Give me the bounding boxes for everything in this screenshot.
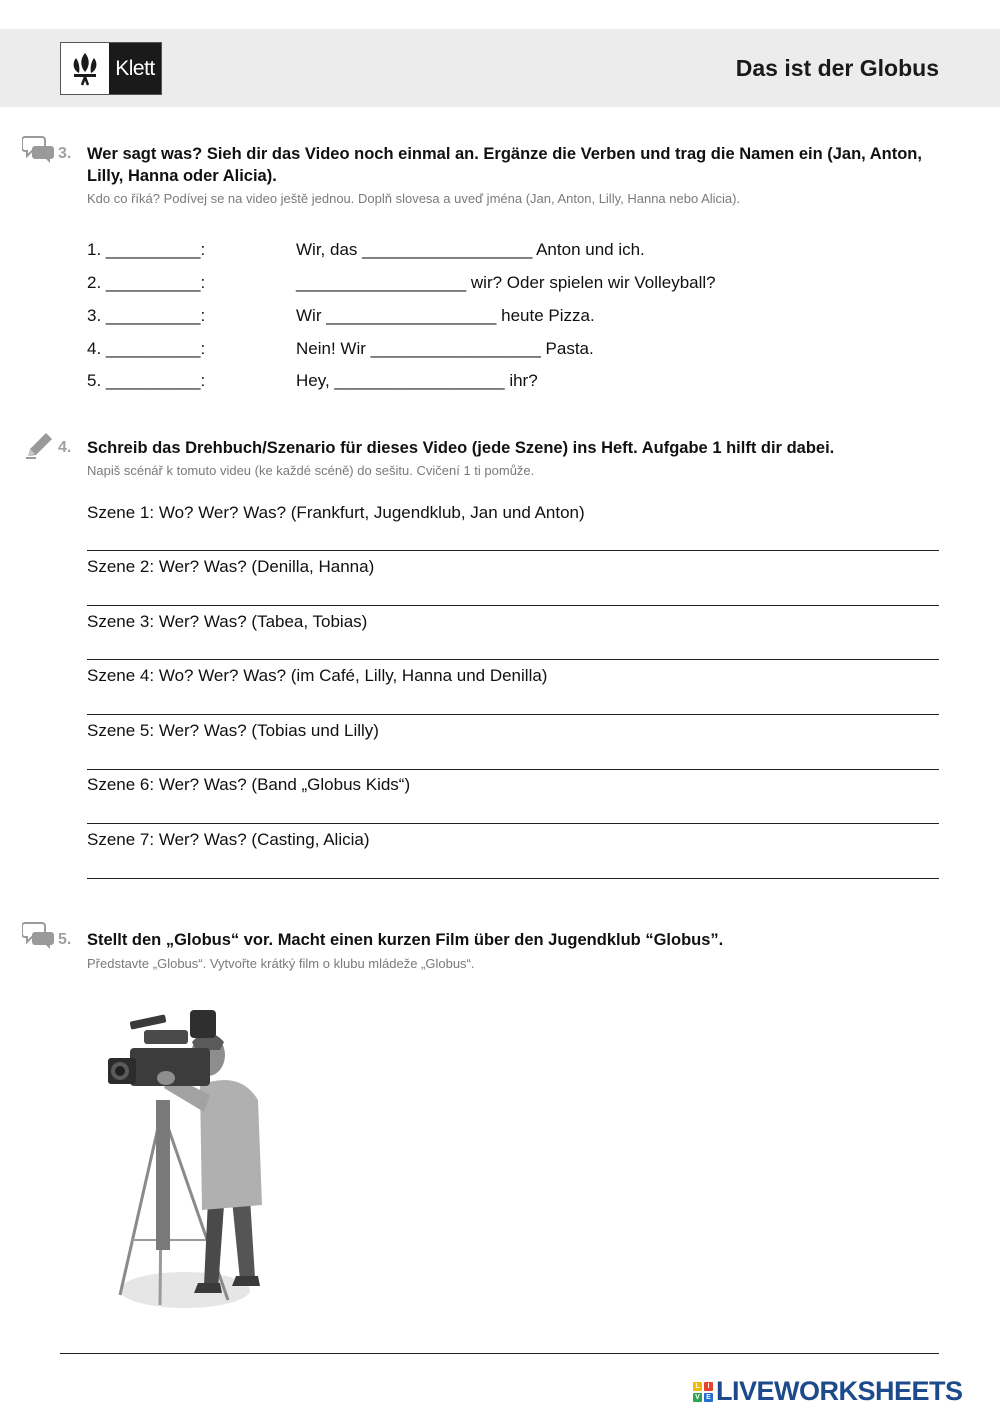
pencil-icon (24, 430, 56, 465)
exercise-sentence[interactable]: Nein! Wir __________________ Pasta. (296, 339, 594, 358)
logo-block: L (693, 1382, 702, 1391)
answer-line[interactable] (87, 714, 939, 715)
exercise-name-blank[interactable]: 2. __________: (87, 273, 206, 292)
logo-block: E (704, 1393, 713, 1402)
task-5-translation: Představte „Globus“. Vytvořte krátký film o klubu mládeže „Globus“. (87, 956, 475, 971)
exercise-sentence[interactable]: Wir, das __________________ Anton und ich. (296, 240, 645, 259)
liveworksheets-logo[interactable] (693, 1376, 963, 1407)
exercise-sentence[interactable]: Hey, __________________ ihr? (296, 371, 538, 390)
logo-block: V (693, 1393, 702, 1402)
answer-line[interactable] (87, 550, 939, 551)
klett-lily-icon (61, 43, 109, 94)
answer-line[interactable] (87, 659, 939, 660)
task-4-number: 4. (58, 439, 72, 456)
exercise-name-blank[interactable]: 5. __________: (87, 371, 206, 390)
liveworksheets-blocks-icon (693, 1382, 713, 1402)
scene-prompt: Szene 4: Wo? Wer? Was? (im Café, Lilly, Hanna und Denilla) (87, 666, 548, 685)
liveworksheets-brand-text: LIVEWORKSHEETS (716, 1376, 963, 1406)
klett-logo-text: Klett (109, 43, 161, 94)
footer-rule (60, 1353, 939, 1354)
scene-prompt: Szene 2: Wer? Was? (Denilla, Hanna) (87, 557, 375, 576)
task-3-translation: Kdo co říká? Podívej se na video ještě jednou. Doplň slovesa a uveď jména (Jan, Anton, Lilly, Hanna nebo Alicia). (87, 191, 741, 206)
task-3-instruction: Wer sagt was? Sieh dir das Video noch einmal an. Ergänze die Verben und trag die Namen ein (Jan, Anton, Lilly, Hanna oder Alicia). (87, 145, 922, 185)
scene-prompt: Szene 3: Wer? Was? (Tabea, Tobias) (87, 612, 368, 631)
task-5-instruction: Stellt den „Globus“ vor. Macht einen kurzen Film über den Jugendklub “Globus”. (87, 931, 724, 949)
task-4-instruction: Schreib das Drehbuch/Szenario für dieses Video (jede Szene) ins Heft. Aufgabe 1 hilft dir dabei. (87, 439, 835, 457)
answer-line[interactable] (87, 769, 939, 770)
logo-block: I (704, 1382, 713, 1391)
task-4-translation: Napiš scénář k tomuto videu (ke každé scéně) do sešitu. Cvičení 1 ti pomůže. (87, 463, 535, 478)
answer-line[interactable] (87, 878, 939, 879)
exercise-name-blank[interactable]: 1. __________: (87, 240, 206, 259)
scene-prompt: Szene 1: Wo? Wer? Was? (Frankfurt, Jugendklub, Jan und Anton) (87, 503, 585, 522)
scene-prompt: Szene 6: Wer? Was? (Band „Globus Kids“) (87, 775, 411, 794)
camera-operator-illustration (100, 1000, 290, 1320)
page-title: Das ist der Globus (735, 55, 939, 81)
task-3-number: 3. (58, 145, 72, 162)
exercise-name-blank[interactable]: 3. __________: (87, 306, 206, 325)
scene-prompt: Szene 7: Wer? Was? (Casting, Alicia) (87, 830, 370, 849)
scene-prompt: Szene 5: Wer? Was? (Tobias und Lilly) (87, 721, 379, 740)
speech-bubbles-icon (22, 920, 56, 955)
task-5-number: 5. (58, 931, 72, 948)
page-header (0, 29, 1000, 107)
answer-line[interactable] (87, 605, 939, 606)
exercise-sentence[interactable]: __________________ wir? Oder spielen wir Volleyball? (296, 273, 716, 292)
klett-logo (60, 42, 162, 95)
speech-bubbles-icon (22, 134, 56, 169)
exercise-sentence[interactable]: Wir __________________ heute Pizza. (296, 306, 595, 325)
exercise-name-blank[interactable]: 4. __________: (87, 339, 206, 358)
answer-line[interactable] (87, 823, 939, 824)
